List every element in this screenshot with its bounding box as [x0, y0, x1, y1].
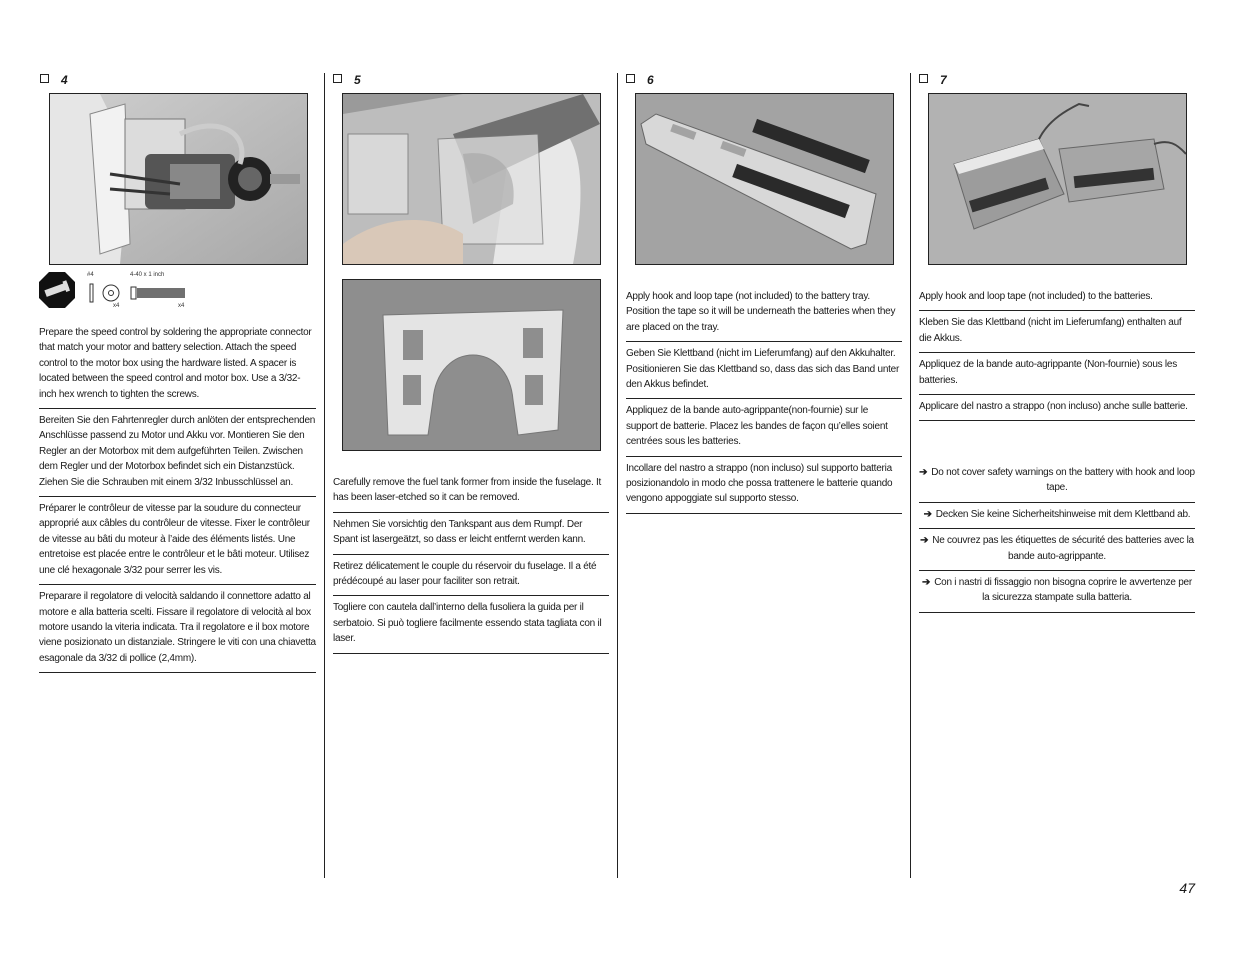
screw-label: 4-40 x 1 inch [130, 272, 165, 278]
washer-side-icon [90, 284, 93, 302]
instruction-en: Carefully remove the fuel tank former from inside the fuselage. It has been laser-etched so it can be removed. [333, 475, 609, 513]
arrow-right-icon: ➔ [919, 467, 928, 478]
checkbox-icon[interactable] [333, 74, 342, 83]
hardware-callout [39, 270, 199, 315]
photo-motor-speed-control [49, 93, 308, 265]
step-4-header [40, 73, 68, 87]
instruction-de: Kleben Sie das Klettband (nicht im Lieferumfang) enthalten auf die Akkus. [919, 315, 1195, 353]
step-number: 7 [940, 73, 947, 87]
photo-removed-former [342, 279, 601, 451]
screw-icon [131, 287, 136, 299]
step-number: 5 [354, 73, 361, 87]
screw-qty: x4 [178, 303, 185, 309]
warning-it: ➔ Con i nastri di fissaggio non bisogna coprire le avvertenze per la sicurezza stampate sulla batteria. [919, 575, 1195, 613]
washer-icon [103, 285, 119, 301]
washer-label: #4 [87, 272, 94, 278]
photo-batteries [928, 93, 1187, 265]
checkbox-icon[interactable] [626, 74, 635, 83]
photo-battery-tray [635, 93, 894, 265]
step-number: 6 [647, 73, 654, 87]
instruction-de: Geben Sie Klettband (nicht im Lieferumfang) auf den Akkuhalter. Positionieren Sie das Klettband so, dass das sich das Band unter den Akkus befindet. [626, 346, 902, 399]
page-number: 47 [1179, 880, 1195, 896]
instruction-en: Apply hook and loop tape (not included) to the batteries. [919, 289, 1195, 311]
step-6-instructions [626, 289, 902, 518]
instruction-it: Applicare del nastro a strappo (non incluso) anche sulle batterie. [919, 399, 1195, 421]
step-5-header [333, 73, 361, 87]
arrow-right-icon: ➔ [922, 577, 931, 589]
instruction-de: Bereiten Sie den Fahrtenregler durch anlöten der entsprechenden Anschlüsse passend zu Motor und Akku vor. Montieren Sie den Regler an der Motorbox mit dem aufgeführten Teilen. Zwischen dem Regler und der Motorbox befindet sich ein Distanzstück. Ziehen Sie die Schrauben mit einem 3/32 Inbusschlüssel an. [39, 413, 316, 497]
instruction-fr: Retirez délicatement le couple du réservoir du fuselage. Il a été prédécoupé au laser pour faciliter son retrait. [333, 559, 609, 597]
arrow-right-icon: ➔ [920, 535, 929, 547]
column-divider [324, 73, 325, 878]
instruction-it: Incollare del nastro a strappo (non incluso) sul supporto batteria posizionandolo in modo che possa trattenere le batterie quando vengono appoggiate sul supporto stesso. [626, 461, 902, 514]
step-7-warnings [919, 465, 1195, 617]
checkbox-icon[interactable] [919, 74, 928, 83]
warning-fr: ➔ Ne couvrez pas les étiquettes de sécurité des batteries avec la bande auto-agrippante. [919, 533, 1195, 571]
instruction-fr: Appliquez de la bande auto-agrippante (Non-fournie) sous les batteries. [919, 357, 1195, 395]
column-divider [617, 73, 618, 878]
instruction-fr: Appliquez de la bande auto-agrippante(non-fournie) sur le support de batterie. Placez les bandes de façon qu’elles soient centrées sous les batteries. [626, 403, 902, 456]
warning-de: ➔ Decken Sie keine Sicherheitshinweise mit dem Klettband ab. [919, 507, 1195, 529]
instruction-en: Prepare the speed control by soldering the appropriate connector that match your motor and battery selection. Attach the speed control to the motor box using the hardware listed. A spacer is located between the speed control and motor box. Use a 3/32-inch hex wrench to tighten the screws. [39, 325, 316, 409]
instruction-de: Nehmen Sie vorsichtig den Tankspant aus dem Rumpf. Der Spant ist lasergeätzt, so dass er leicht entfernt werden kann. [333, 517, 609, 555]
checkbox-icon[interactable] [40, 74, 49, 83]
washer-qty: x4 [113, 303, 120, 309]
photo-fuselage-former [342, 93, 601, 265]
step-5-instructions [333, 475, 609, 658]
step-4-instructions [39, 325, 316, 677]
step-7-instructions [919, 289, 1195, 425]
instruction-it: Togliere con cautela dall’interno della fusoliera la guida per il serbatoio. Si può togliere facilmente essendo stata tagliata con il laser. [333, 600, 609, 653]
warning-en: ➔ Do not cover safety warnings on the battery with hook and loop tape. [919, 465, 1195, 503]
instruction-en: Apply hook and loop tape (not included) to the battery tray. Position the tape so it will be underneath the batteries when they are placed on the tray. [626, 289, 902, 342]
step-6-header [626, 73, 654, 87]
step-number: 4 [61, 73, 68, 87]
instruction-fr: Préparer le contrôleur de vitesse par la soudure du connecteur approprié aux câbles du contrôleur de vitesse. Fixer le contrôleur de vitesse au bâti du moteur à l’aide des éléments listés. Une entretoise est placée entre le contrôleur et le bâti moteur. Utilisez une clé hexagonale 3/32 pour serrer les vis. [39, 501, 316, 585]
instruction-it: Preparare il regolatore di velocità saldando il connettore adatto al motore e alla batteria scelti. Fissare il regolatore di velocità al box motore usando la viteria indicata. Tra il regolatore e il box motore viene posizionato un distanziale. Stringere le viti con una chiavetta esagonale da 3/32 di pollice (2,4mm). [39, 589, 316, 673]
step-7-header [919, 73, 947, 87]
column-divider [910, 73, 911, 878]
arrow-right-icon: ➔ [923, 508, 932, 520]
